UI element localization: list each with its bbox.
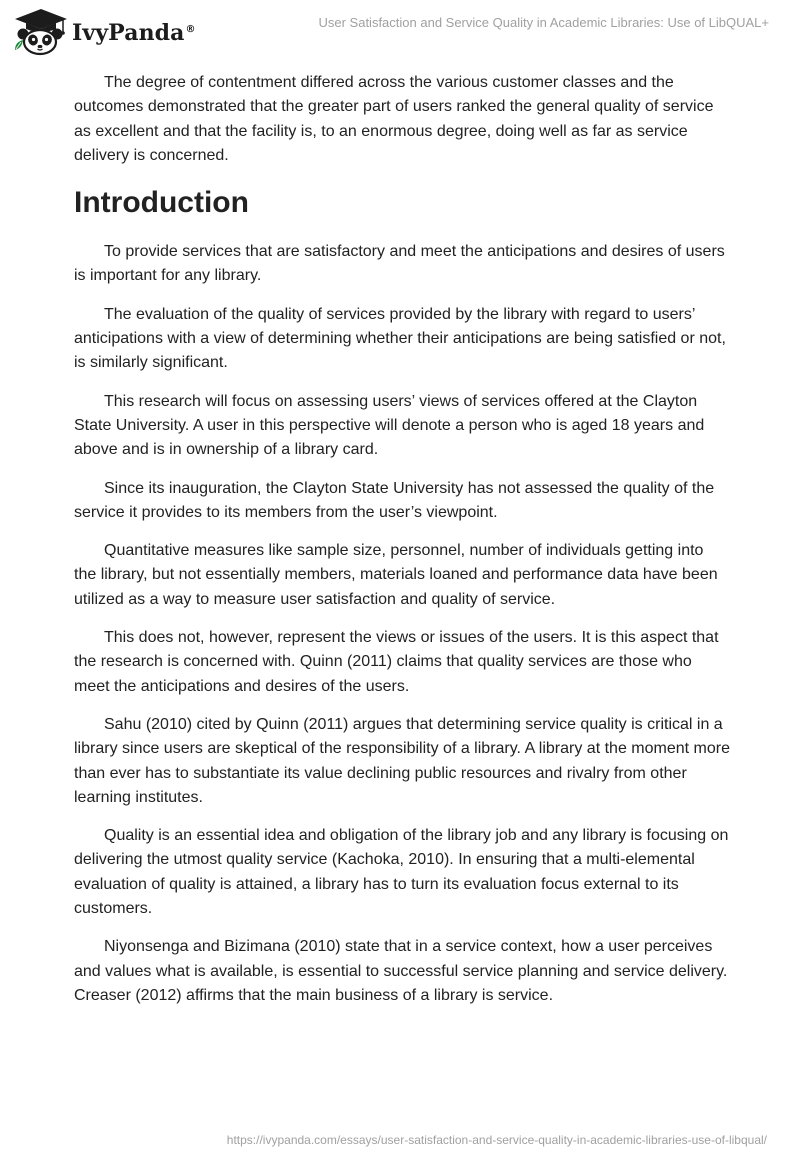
paragraph: Quantitative measures like sample size, personnel, number of individuals getting into the library, but not essentially members, materials loaned and performance data have been utilized as a way to measure user satisfaction and quality of service. [74, 542, 718, 608]
intro-paragraph: The degree of contentment differed across the various customer classes and the outcomes demonstrated that the greater part of users ranked the general quality of service as excellent and that the facility is, to an enormous degree, doing well as far as service delivery is concerned. [74, 74, 714, 164]
paragraph: Since its inauguration, the Clayton State University has not assessed the quality of the service it provides to its members from the user’s viewpoint. [74, 479, 715, 521]
source-url-link[interactable]: https://ivypanda.com/essays/user-satisfaction-and-service-quality-in-academic-libraries-use-of-libqual/ [226, 1133, 767, 1147]
paragraph: Quality is an essential idea and obligation of the library job and any library is focusing on delivering the utmost quality service (Kachoka, 2010). In ensuring that a multi-elemental evaluation of quality is attained, a library has to turn its evaluation focus external to its customers. [74, 827, 729, 918]
page-header [0, 0, 800, 62]
paragraph: To provide services that are satisfactory and meet the anticipations and desires of users is important for any library. [74, 243, 725, 285]
paragraph: Sahu (2010) cited by Quinn (2011) argues that determining service quality is critical in a library since users are skeptical of the responsibility of a library. A library at the moment more than ever has to substantiate its value declining public resources and rivalry from other learning institutes. [74, 715, 730, 806]
essay-body [74, 71, 730, 1022]
ivypanda-logo[interactable] [12, 8, 196, 56]
paragraph: This research will focus on assessing users’ views of services offered at the Clayton State University. A user in this perspective will denote a person who is aged 18 years and above and is in ownership of a library card. [74, 392, 705, 459]
paragraph: This does not, however, represent the views or issues of the users. It is this aspect that the research is concerned with. Quinn (2011) claims that quality services are those who meet the anticipations and desires of the users. [74, 629, 719, 695]
document-title: User Satisfaction and Service Quality in Academic Libraries: Use of LibQUAL+ [318, 15, 769, 30]
logo-wordmark [72, 20, 196, 46]
section-heading-introduction: Introduction [74, 186, 249, 220]
panda-graduate-icon [12, 8, 70, 56]
logo-text: IvyPanda [72, 20, 185, 46]
registered-mark: ® [185, 23, 196, 35]
paragraph: Niyonsenga and Bizimana (2010) state that in a service context, how a user perceives and values what is available, is essential to successful service planning and service delivery. Creaser (2012) affirms that the main business of a library is service. [74, 938, 728, 1004]
paragraph: The evaluation of the quality of services provided by the library with regard to users’ anticipations with a view of determining whether their anticipations are being satisfied or not, is similarly significant. [74, 305, 726, 372]
